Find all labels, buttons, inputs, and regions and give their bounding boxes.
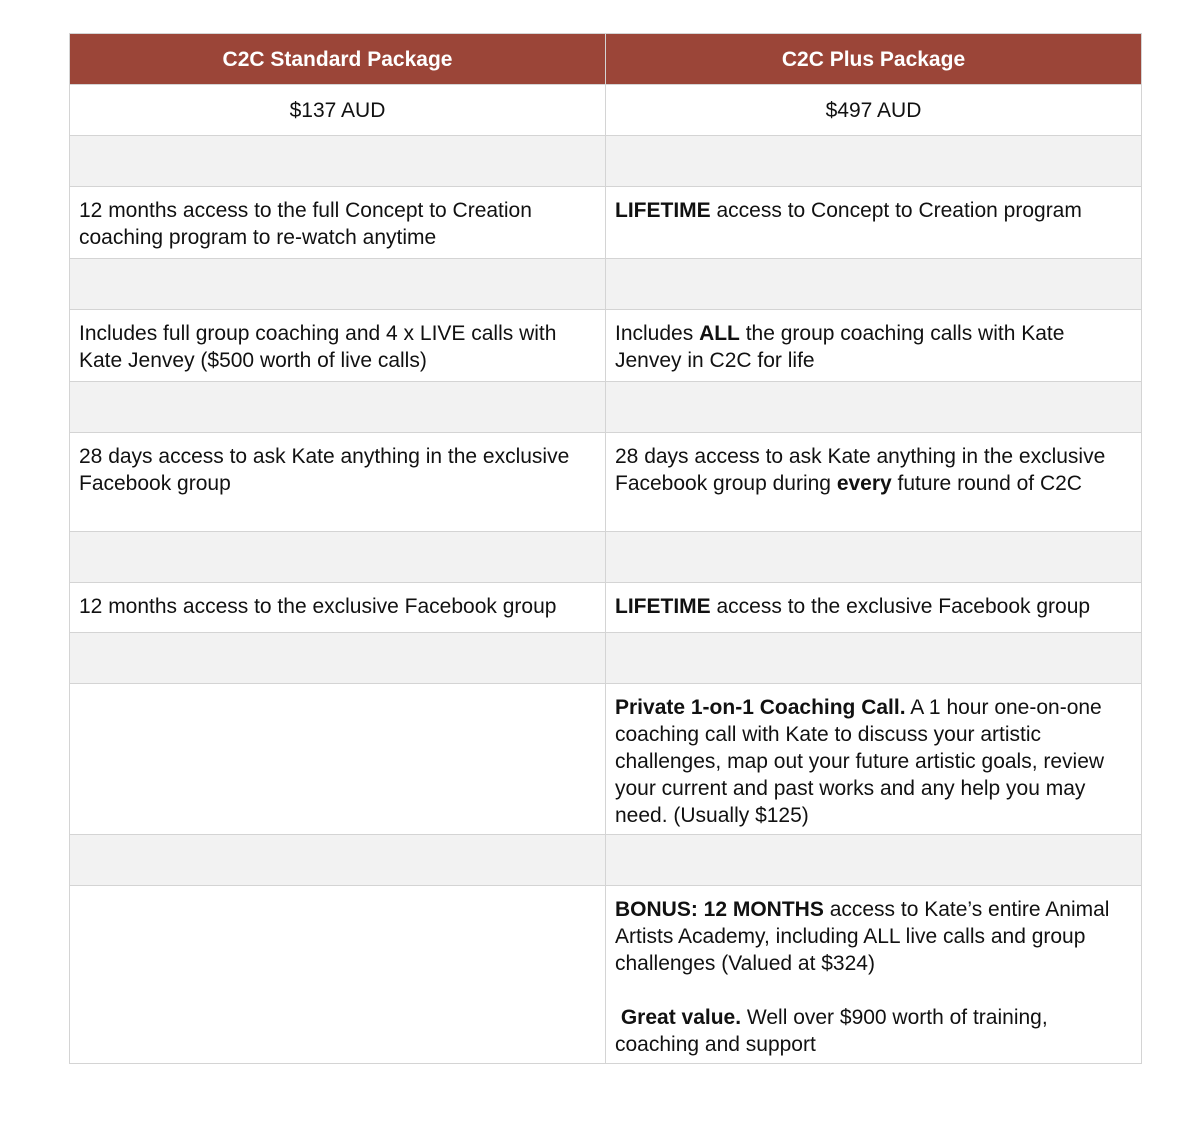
standard-cell-empty — [70, 886, 606, 1064]
standard-cell — [70, 310, 606, 382]
plus-package-header: C2C Plus Package — [606, 34, 1142, 85]
cell-text: Includes full group coaching and 4 x LIVE calls with Kate Jenvey ($500 worth of live calls) — [79, 322, 557, 372]
spacer-row — [70, 835, 1142, 886]
plus-cell — [606, 583, 1142, 633]
cell-text: Includes — [615, 322, 700, 345]
cell-text-bold: ALL — [699, 322, 740, 345]
table-row — [70, 433, 1142, 532]
plus-price: $497 AUD — [606, 85, 1142, 136]
table-row — [70, 583, 1142, 633]
spacer-cell — [70, 136, 606, 187]
package-comparison-table — [69, 33, 1142, 1064]
cell-text: 12 months access to the full Concept to Creation coaching program to re-watch anytime — [79, 199, 532, 249]
table-row — [70, 310, 1142, 382]
header-row — [70, 34, 1142, 85]
cell-text-bold: Great value. — [620, 1006, 742, 1029]
cell-text-bold: every — [836, 472, 892, 495]
spacer-row — [70, 136, 1142, 187]
plus-cell — [606, 433, 1142, 532]
spacer-cell — [70, 633, 606, 684]
cell-text: Well over $900 worth of training, coaching and support — [615, 1006, 1048, 1056]
spacer-cell — [606, 136, 1142, 187]
standard-cell — [70, 433, 606, 532]
spacer-cell — [70, 532, 606, 583]
cell-text: 12 months access to the exclusive Facebook group — [79, 595, 557, 618]
price-row — [70, 85, 1142, 136]
table-row — [70, 684, 1142, 835]
cell-text: access to the exclusive Facebook group — [710, 595, 1091, 618]
standard-package-header: C2C Standard Package — [70, 34, 606, 85]
spacer-cell — [70, 835, 606, 886]
cell-text: A 1 hour one-on-one coaching call with Kate to discuss your artistic challenges, map out your future artistic goals, review your current and past works and any help you may need. (Usually $125) — [615, 696, 1105, 827]
plus-cell — [606, 310, 1142, 382]
spacer-cell — [606, 633, 1142, 684]
cell-text: 28 days access to ask Kate anything in the exclusive Facebook group — [79, 445, 570, 495]
spacer-row — [70, 259, 1142, 310]
spacer-cell — [606, 382, 1142, 433]
cell-text: access to Concept to Creation program — [710, 199, 1082, 222]
standard-price: $137 AUD — [70, 85, 606, 136]
cell-text-bold: Private 1-on-1 Coaching Call. — [615, 696, 906, 719]
spacer-cell — [70, 259, 606, 310]
spacer-cell — [606, 835, 1142, 886]
table-row — [70, 886, 1142, 1064]
cell-text-bold: LIFETIME — [615, 595, 711, 618]
cell-text: access to Kate’s entire Animal Artists Academy, including ALL live calls and group challenges (Valued at $324) — [615, 898, 1110, 975]
cell-text: 28 days access to ask Kate anything in the exclusive Facebook group during — [615, 445, 1106, 495]
cell-text: the group coaching calls with Kate Jenvey in C2C for life — [615, 322, 1065, 372]
plus-cell — [606, 684, 1142, 835]
spacer-row — [70, 382, 1142, 433]
standard-cell-empty — [70, 684, 606, 835]
spacer-row — [70, 532, 1142, 583]
plus-cell — [606, 187, 1142, 259]
plus-cell — [606, 886, 1142, 1064]
cell-text: future round of C2C — [891, 472, 1082, 495]
cell-text-bold: LIFETIME — [615, 199, 711, 222]
spacer-row — [70, 633, 1142, 684]
standard-cell — [70, 187, 606, 259]
cell-text-bold: BONUS: 12 MONTHS — [615, 898, 824, 921]
table-row — [70, 187, 1142, 259]
standard-cell — [70, 583, 606, 633]
spacer-cell — [606, 532, 1142, 583]
spacer-cell — [606, 259, 1142, 310]
spacer-cell — [70, 382, 606, 433]
